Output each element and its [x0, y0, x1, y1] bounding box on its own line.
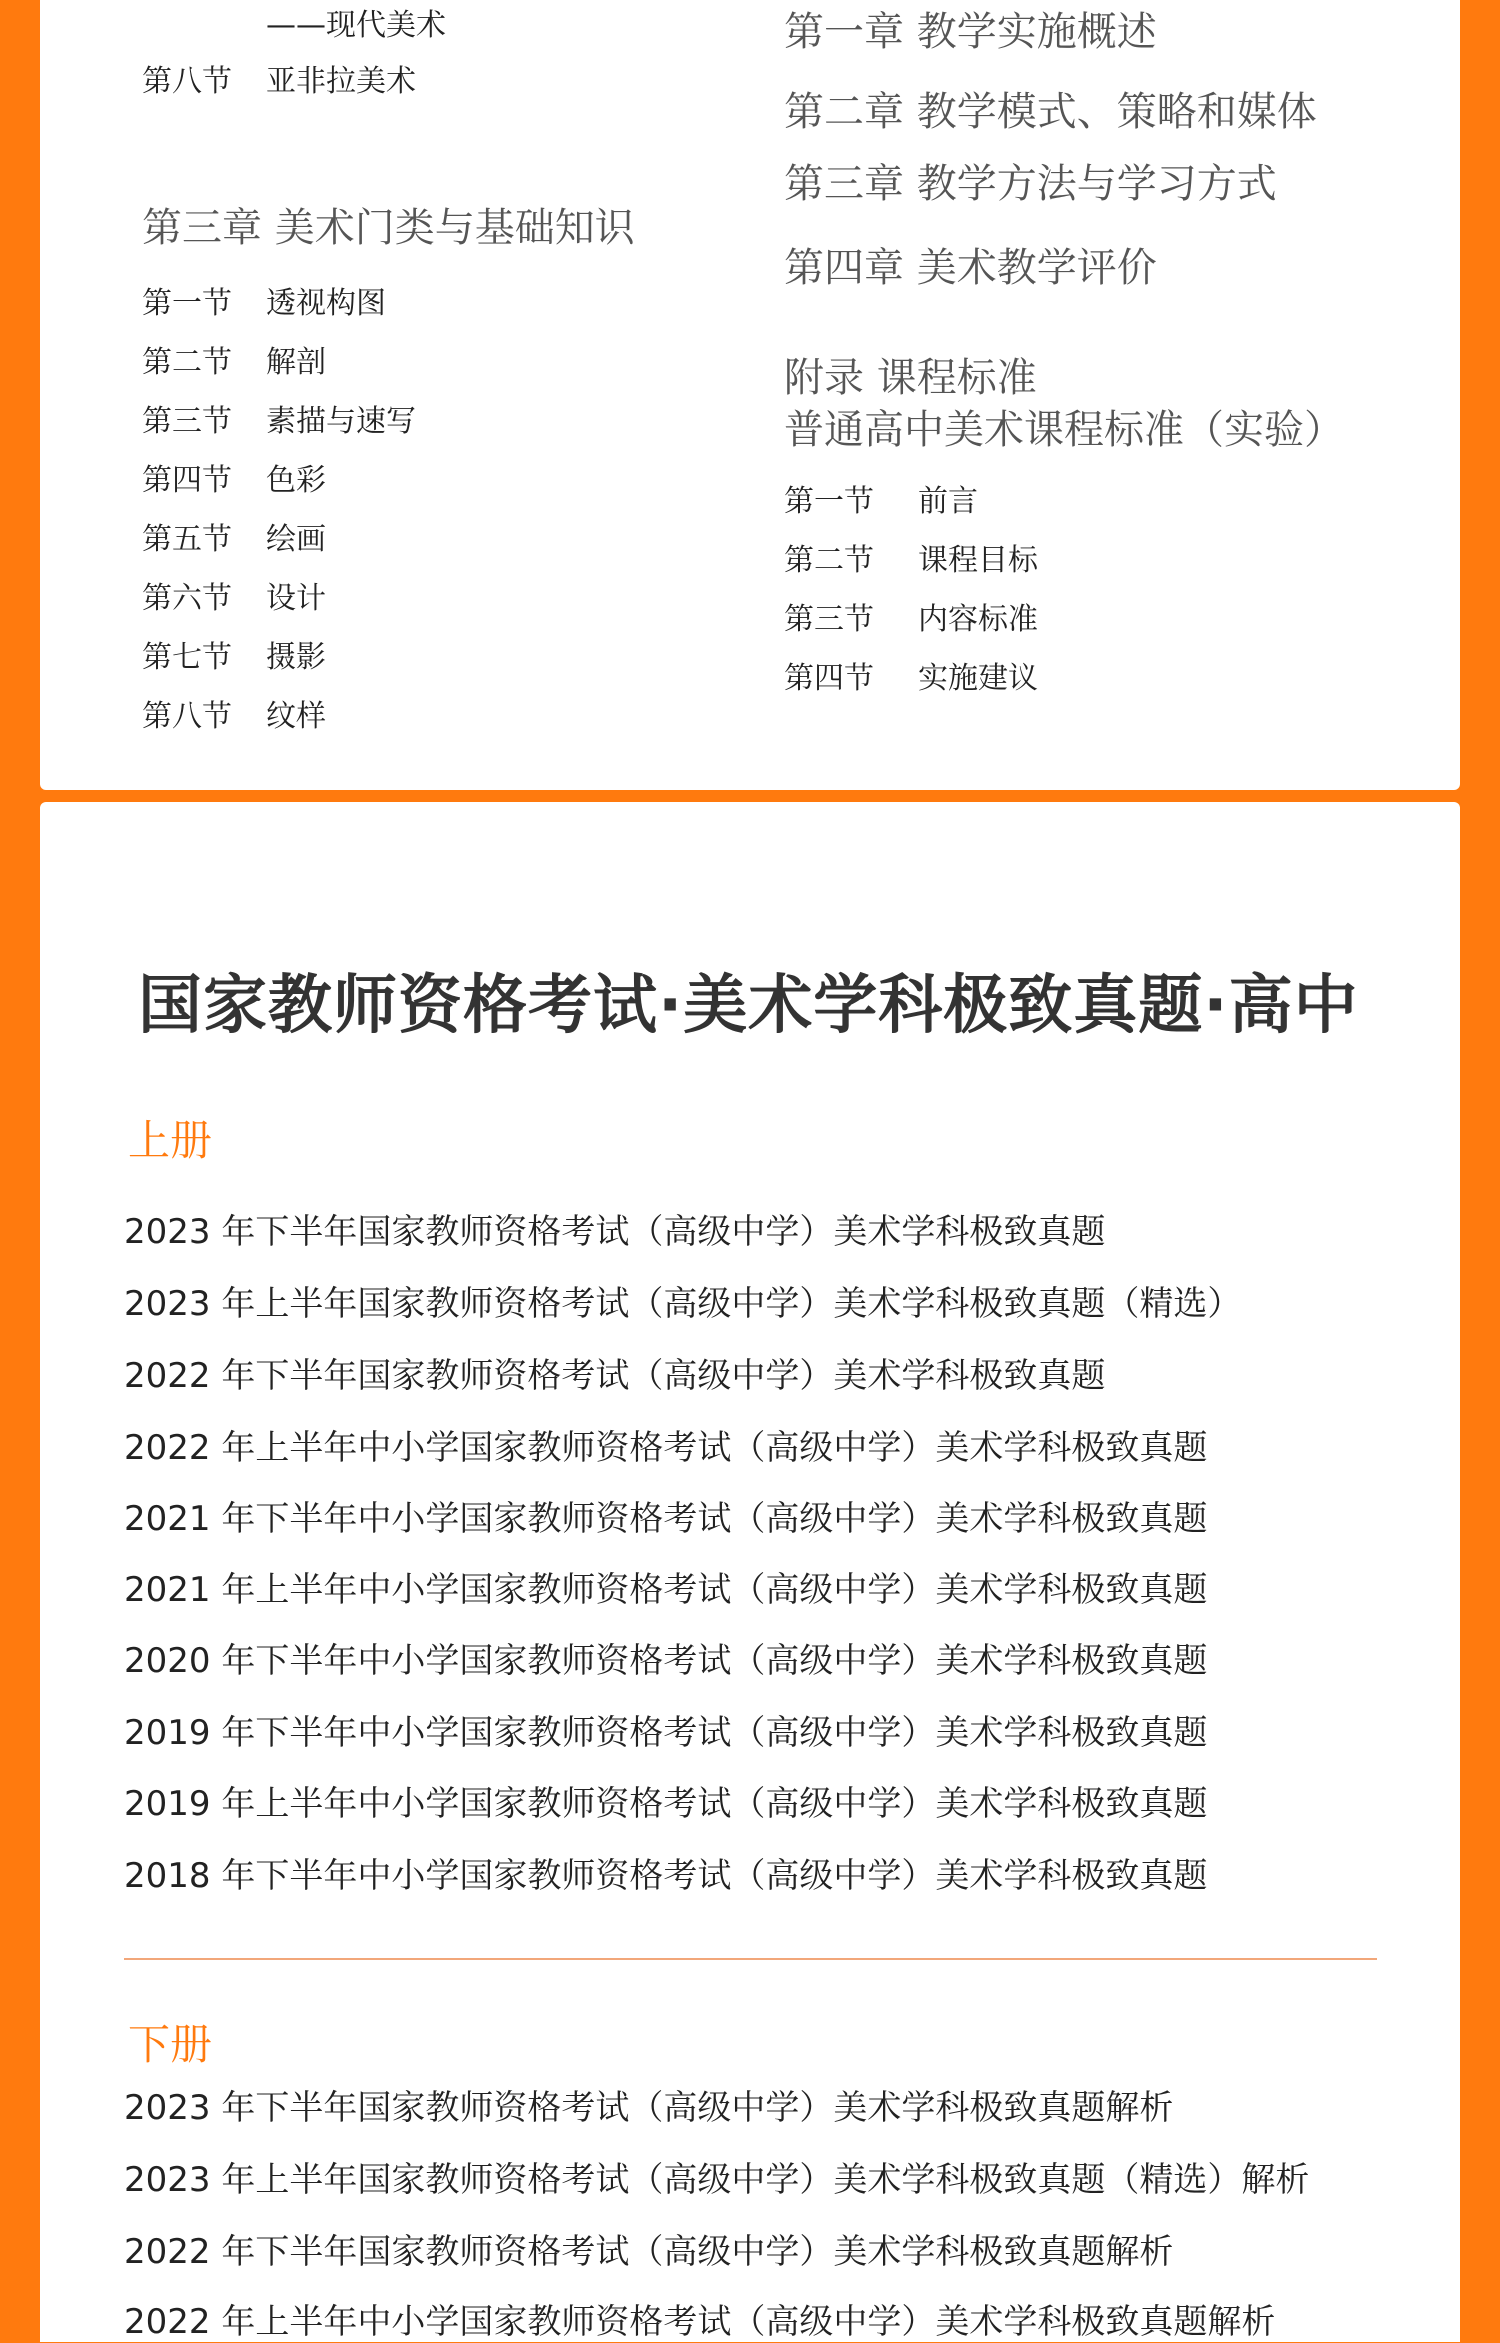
section-name: 课程目标	[918, 543, 1038, 578]
volume-label: 上册	[128, 1116, 213, 1165]
chapter-title: 第四章 美术教学评价	[784, 245, 1157, 291]
section-number: 第一节	[142, 286, 232, 321]
list-item: 2023 年上半年国家教师资格考试（高级中学）美术学科极致真题（精选）解析	[124, 2160, 1310, 2200]
subtitle-line: ——现代美术	[266, 8, 446, 43]
chapter-title: 第一章 教学实施概述	[784, 9, 1157, 55]
list-item: 2018 年下半年中小学国家教师资格考试（高级中学）美术学科极致真题	[124, 1856, 1208, 1896]
section-name: 解剖	[266, 345, 326, 380]
list-item: 2022 年上半年中小学国家教师资格考试（高级中学）美术学科极致真题	[124, 1428, 1208, 1468]
list-item: 2019 年上半年中小学国家教师资格考试（高级中学）美术学科极致真题	[124, 1784, 1208, 1824]
section-name: 实施建议	[918, 661, 1038, 696]
section-name: 内容标准	[918, 602, 1038, 637]
main-title: 国家教师资格考试·美术学科极致真题·高中	[138, 969, 1359, 1043]
appendix-subtitle: 普通高中美术课程标准（实验）	[784, 407, 1344, 453]
list-item: 2020 年下半年中小学国家教师资格考试（高级中学）美术学科极致真题	[124, 1641, 1208, 1681]
section-number: 第四节	[784, 661, 874, 696]
section-name: 摄影	[266, 640, 326, 675]
volume-label: 下册	[128, 2020, 213, 2069]
list-item: 2021 年上半年中小学国家教师资格考试（高级中学）美术学科极致真题	[124, 1570, 1208, 1610]
list-item: 2021 年下半年中小学国家教师资格考试（高级中学）美术学科极致真题	[124, 1499, 1208, 1539]
section-number: 第二节	[784, 543, 874, 578]
chapter-title: 第三章 美术门类与基础知识	[142, 205, 635, 251]
section-number: 第七节	[142, 640, 232, 675]
list-item: 2022 年上半年中小学国家教师资格考试（高级中学）美术学科极致真题解析	[124, 2302, 1276, 2342]
list-item: 2023 年下半年国家教师资格考试（高级中学）美术学科极致真题解析	[124, 2088, 1174, 2128]
section-name: 纹样	[266, 699, 326, 734]
section-number: 第一节	[784, 484, 874, 519]
chapter-title: 第二章 教学模式、策略和媒体	[784, 89, 1317, 135]
list-item: 2019 年下半年中小学国家教师资格考试（高级中学）美术学科极致真题	[124, 1713, 1208, 1753]
section-number: 第六节	[142, 581, 232, 616]
section-name: 前言	[918, 484, 978, 519]
section-name: 设计	[266, 581, 326, 616]
section-number: 第八节	[142, 699, 232, 734]
section-name: 亚非拉美术	[266, 64, 416, 99]
list-item: 2022 年下半年国家教师资格考试（高级中学）美术学科极致真题解析	[124, 2232, 1174, 2272]
section-number: 第五节	[142, 522, 232, 557]
section-name: 透视构图	[266, 286, 386, 321]
section-number: 第八节	[142, 64, 232, 99]
section-number: 第四节	[142, 463, 232, 498]
section-number: 第三节	[784, 602, 874, 637]
list-item: 2023 年上半年国家教师资格考试（高级中学）美术学科极致真题（精选）	[124, 1284, 1242, 1324]
appendix-title: 附录 课程标准	[784, 355, 1037, 401]
chapter-title: 第三章 教学方法与学习方式	[784, 161, 1277, 207]
section-name: 绘画	[266, 522, 326, 557]
section-name: 色彩	[266, 463, 326, 498]
section-name: 素描与速写	[266, 404, 416, 439]
list-item: 2023 年下半年国家教师资格考试（高级中学）美术学科极致真题	[124, 1212, 1106, 1252]
list-item: 2022 年下半年国家教师资格考试（高级中学）美术学科极致真题	[124, 1356, 1106, 1396]
section-number: 第二节	[142, 345, 232, 380]
section-divider	[124, 1958, 1377, 1960]
section-number: 第三节	[142, 404, 232, 439]
